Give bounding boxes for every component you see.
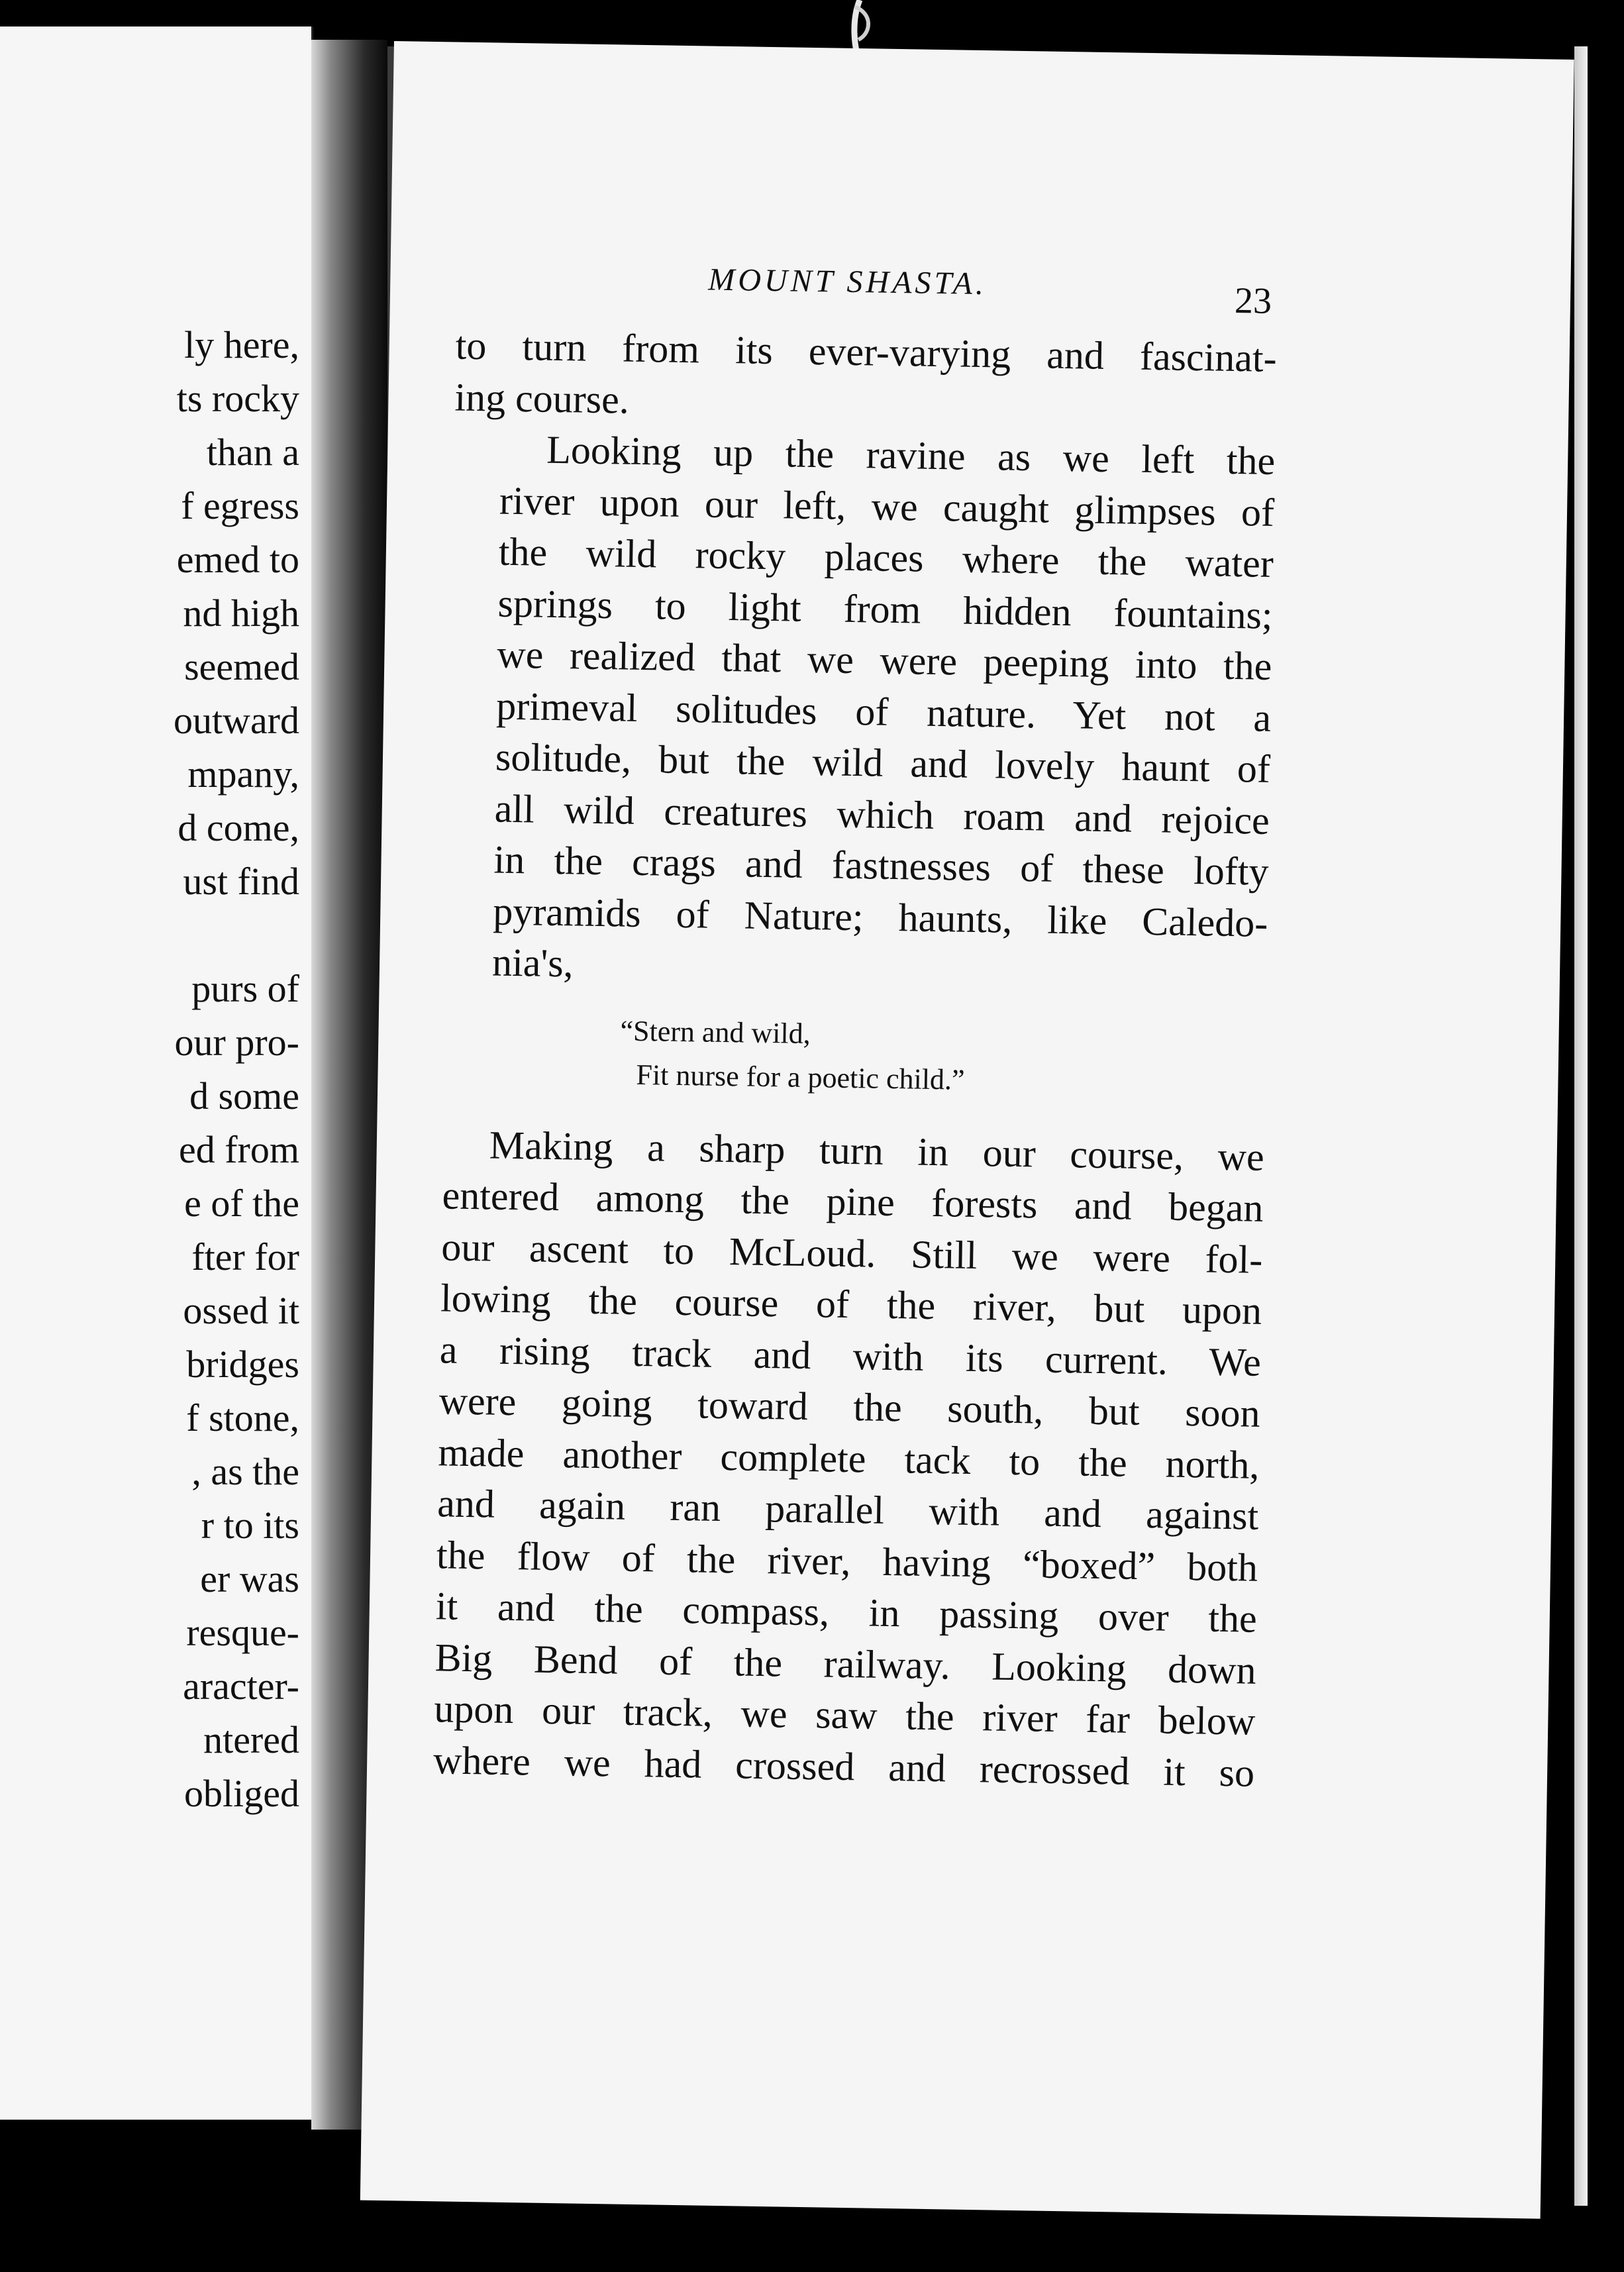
left-line: resque- <box>186 1611 299 1654</box>
left-line: emed to <box>176 538 299 581</box>
text-line: pyramids of Nature; haunts, like Caledo- <box>492 889 1268 945</box>
left-line: ntered <box>203 1718 299 1761</box>
text-line: made another complete tack to the north, <box>438 1429 1260 1487</box>
left-line: d come, <box>178 806 299 849</box>
left-line: ust find <box>183 860 299 903</box>
text-line: primeval solitudes of nature. Yet not a <box>495 684 1272 740</box>
text-line: the flow of the river, having “boxed” both <box>436 1532 1258 1590</box>
text-line: where we had crossed and recrossed it so <box>432 1737 1255 1795</box>
running-head: MOUNT SHASTA. <box>707 262 988 302</box>
verse-quote <box>619 1009 1266 1106</box>
text-line: river upon our left, we caught glimpses of <box>499 478 1275 535</box>
left-line: f stone, <box>186 1396 299 1439</box>
paragraph-2 <box>446 423 1276 1000</box>
left-line: seemed <box>184 645 299 688</box>
left-page-fragment <box>0 26 313 2120</box>
text-line: Big Bend of the railway. Looking down <box>434 1635 1257 1692</box>
page-number: 23 <box>1234 280 1272 322</box>
text-line: springs to light from hidden fountains; <box>497 581 1274 637</box>
text-line: upon our track, we saw the river far below <box>433 1686 1256 1743</box>
text-line: it and the compass, in passing over the <box>435 1584 1258 1641</box>
page-outer-edge <box>1574 46 1588 2206</box>
paragraph-1 <box>454 321 1277 436</box>
left-line: mpany, <box>187 752 299 796</box>
main-page <box>360 41 1574 2219</box>
text-line: we realized that we were peeping into the <box>496 632 1272 688</box>
left-line: bridges <box>186 1343 299 1386</box>
left-line: fter for <box>191 1235 299 1278</box>
quote-line: Fit nurse for a poetic child.” <box>636 1058 965 1096</box>
text-line: Making a sharp turn in our course, we <box>489 1122 1265 1179</box>
body-text <box>433 321 1278 1799</box>
text-line: and again ran parallel with and against <box>436 1481 1259 1538</box>
left-line: ts rocky <box>176 377 299 420</box>
left-line: ossed it <box>183 1289 299 1332</box>
text-line: in the crags and fastnesses of these lofty <box>493 837 1269 894</box>
paragraph-3 <box>433 1119 1265 1799</box>
left-line: outward <box>173 699 299 742</box>
left-line: than a <box>206 431 299 474</box>
left-line: ed from <box>179 1128 299 1171</box>
left-line: d some <box>189 1074 299 1117</box>
text-line: our ascent to McLoud. Still we were fol- <box>440 1224 1263 1282</box>
left-line: r to its <box>201 1504 299 1547</box>
text-line: a rising track and with its current. We <box>439 1327 1262 1384</box>
left-line: f egress <box>181 484 299 527</box>
left-line: , as the <box>191 1450 299 1493</box>
left-line: nd high <box>183 592 299 635</box>
text-line: to turn from its ever-varying and fascinat- <box>455 323 1278 380</box>
text-line: entered among the pine forests and began <box>442 1173 1264 1230</box>
left-line: our pro- <box>174 1021 299 1064</box>
quote-line: “Stern and wild, <box>620 1014 811 1050</box>
text-line: all wild creatures which roam and rejoice <box>494 786 1270 843</box>
text-line: solitude, but the wild and lovely haunt of <box>495 735 1271 791</box>
text-line: the wild rocky places where the water <box>498 529 1274 586</box>
left-line: ly here, <box>184 323 299 366</box>
text-line: lowing the course of the river, but upon <box>440 1276 1262 1333</box>
left-page-text <box>8 318 299 1820</box>
text-line: were going toward the south, but soon <box>438 1378 1261 1435</box>
left-line: e of the <box>184 1182 299 1225</box>
left-line-gap <box>8 908 299 962</box>
left-line: er was <box>200 1557 299 1600</box>
left-line: aracter- <box>183 1665 299 1708</box>
text-line: Looking up the ravine as we left the <box>546 427 1276 483</box>
left-line: obliged <box>184 1772 299 1815</box>
text-line: nia's, <box>491 940 574 986</box>
text-line: ing course. <box>454 375 630 422</box>
left-line: purs of <box>191 967 299 1010</box>
